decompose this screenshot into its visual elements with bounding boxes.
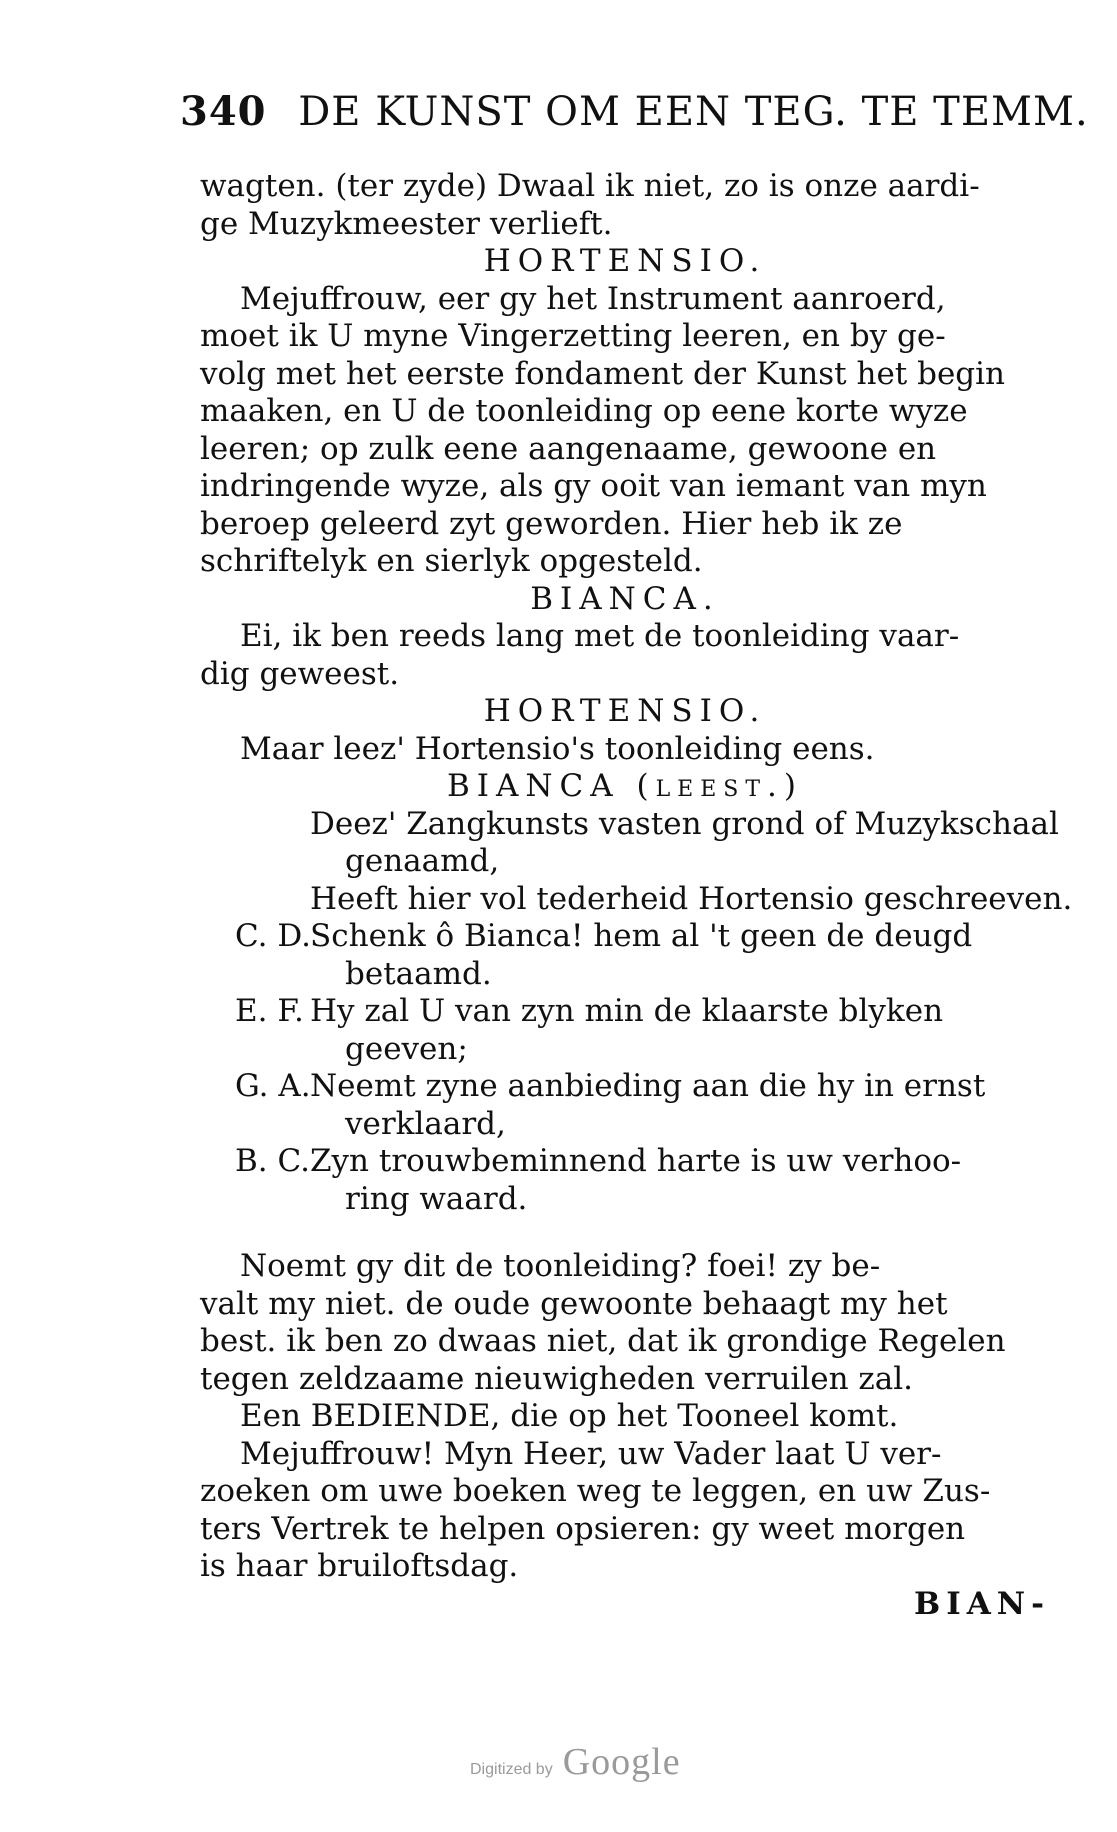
text-line: ters Vertrek te helpen opsieren: gy weet morgen — [200, 1510, 966, 1547]
verse-text: Heeft hier vol tederheid Hortensio geschreeven. — [310, 880, 1073, 917]
dialogue-block — [200, 168, 1050, 806]
verse-line — [200, 1143, 1050, 1181]
verse-text: Schenk ô Bianca! hem al 't geen de deugd — [310, 918, 973, 954]
verse-line — [200, 993, 1050, 1031]
text-line: zoeken om uwe boeken weg te leggen, en uw Zus- — [200, 1473, 991, 1509]
verse-scale-label: G. A. — [235, 1068, 311, 1104]
verse-line — [200, 1068, 1050, 1106]
verse-text: Zyn trouwbeminnend harte is uw verhoo- — [310, 1143, 962, 1179]
text-line: Mejuffrouw! Myn Heer, uw Vader laat U ver- — [240, 1435, 942, 1472]
text-line: leeren; op zulk eene aangenaame, gewoone en — [200, 430, 937, 467]
text-line: Maar leez' Hortensio's toonleiding eens. — [240, 730, 875, 767]
digitization-watermark — [470, 1740, 710, 1784]
text-line: Noemt gy dit de toonleiding? foei! zy be- — [240, 1248, 881, 1284]
page-number: 340 — [180, 88, 267, 135]
verse-line — [200, 918, 1050, 956]
verse-continuation: verklaard, — [345, 1105, 506, 1142]
verse-line — [200, 880, 1073, 919]
text-line: Een BEDIENDE, die op het Tooneel komt. — [240, 1398, 899, 1434]
text-line: maaken, en U de toonleiding op eene korte wyze — [200, 393, 968, 429]
text-line: is haar bruiloftsdag. — [200, 1548, 519, 1584]
speaker-heading: HORTENSIO. — [483, 243, 767, 279]
text-line: tegen zeldzaame nieuwigheden verruilen zal. — [200, 1360, 913, 1397]
verse-continuation: ring waard. — [345, 1180, 528, 1217]
text-line: indringende wyze, als gy ooit van iemant van myn — [200, 468, 987, 504]
text-line: schriftelyk en sierlyk opgesteld. — [200, 543, 703, 579]
dialogue-block-continued — [200, 1248, 1050, 1586]
catchword: BIAN- — [914, 1585, 1050, 1622]
verse-continuation: betaamd. — [345, 955, 492, 992]
text-line: ge Muzykmeester verlieft. — [200, 205, 613, 242]
text-line: Ei, ik ben reeds lang met de toonleiding vaar- — [240, 618, 960, 654]
verse-text: Neemt zyne aanbieding aan die hy in ernst — [310, 1068, 986, 1104]
text-line: dig geweest. — [200, 655, 400, 692]
verse-text: Hy zal U van zyn min de klaarste blyken — [310, 993, 944, 1029]
verse-line — [200, 805, 1059, 844]
running-header — [180, 88, 1089, 135]
verse-scale-label: C. D. — [235, 918, 311, 954]
verse-text: Deez' Zangkunsts vasten grond of Muzykschaal — [310, 805, 1059, 842]
section-gap — [200, 1218, 1050, 1248]
text-line: valt my niet. de oude gewoonte behaagt my het — [200, 1285, 948, 1322]
running-title: DE KUNST OM EEN TEG. TE TEMM. — [298, 89, 1089, 135]
text-line: wagten. (ter zyde) Dwaal ik niet, zo is onze aardi- — [200, 168, 980, 204]
watermark-logo-text: Google — [562, 1741, 681, 1783]
page-body — [200, 168, 1073, 1623]
verse-block — [200, 805, 1073, 1219]
text-line: beroep geleerd zyt geworden. Hier heb ik ze — [200, 505, 903, 542]
verse-scale-label: E. F. — [235, 993, 304, 1029]
text-line: Mejuffrouw, eer gy het Instrument aanroerd, — [240, 280, 946, 317]
speaker-heading: BIANCA. — [530, 580, 720, 617]
speaker-heading: BIANCA (leest.) — [446, 768, 803, 804]
text-line: moet ik U myne Vingerzetting leeren, en by ge- — [200, 318, 946, 354]
watermark-small-text: Digitized by — [470, 1761, 553, 1778]
verse-continuation: geeven; — [345, 1030, 468, 1067]
speaker-heading: HORTENSIO. — [483, 693, 767, 729]
verse-scale-label: B. C. — [235, 1143, 310, 1179]
text-line: best. ik ben zo dwaas niet, dat ik grondige Regelen — [200, 1323, 1006, 1359]
verse-continuation: genaamd, — [345, 843, 500, 879]
text-line: volg met het eerste fondament der Kunst het begin — [200, 355, 1006, 392]
